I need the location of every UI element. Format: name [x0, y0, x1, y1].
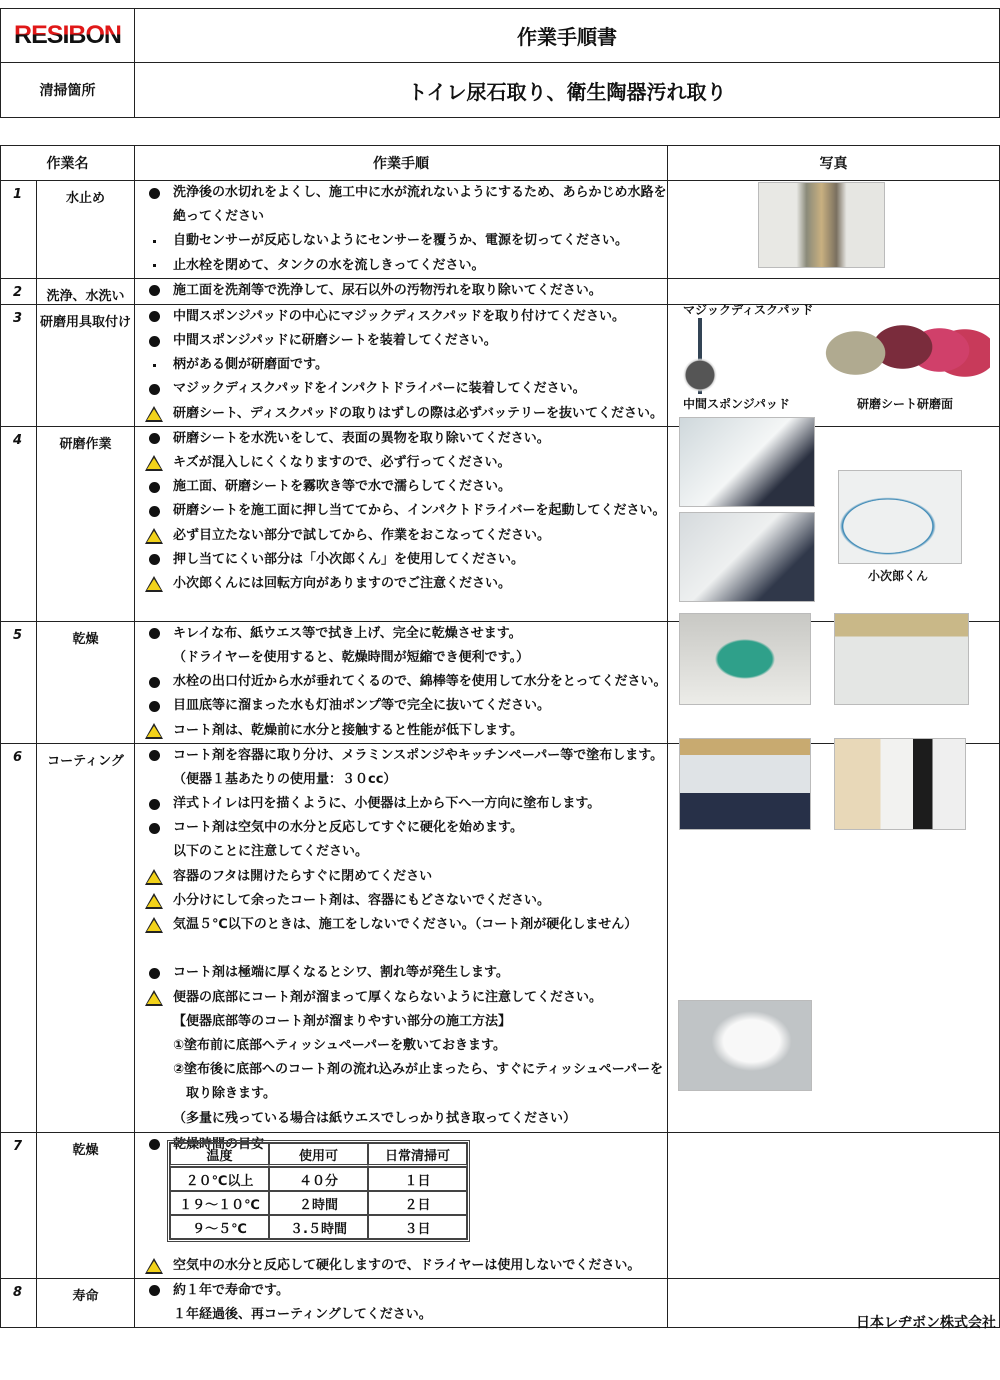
resibon-logo: RESIBON	[14, 21, 121, 49]
warning-icon	[139, 406, 169, 422]
instruction-text: 【便器底部等のコート剤が溜まりやすい部分の施工方法】	[173, 1013, 512, 1029]
instruction-line	[139, 865, 663, 889]
instruction-line	[139, 377, 663, 401]
small-dot-icon	[139, 240, 169, 243]
instruction-text: 便器の底部にコート剤が溜まって厚くならないように注意してください。	[173, 989, 603, 1005]
warning-icon	[139, 869, 169, 885]
instruction-line	[139, 768, 663, 792]
photo-cell	[668, 1132, 1000, 1278]
step-instructions	[135, 621, 668, 743]
instruction-line	[139, 181, 667, 205]
step-instructions	[135, 181, 668, 279]
photo-coating-2	[834, 738, 966, 830]
instruction-line	[139, 305, 663, 329]
instruction-text: （多量に残っている場合は紙ウエスでしっかり拭き取ってください）	[173, 1110, 577, 1126]
drying-table-row	[170, 1215, 467, 1239]
drying-table-row	[170, 1191, 467, 1215]
bullet-icon	[139, 188, 169, 199]
instruction-line	[139, 1303, 663, 1327]
drying-table-cell: １９～１０℃	[170, 1191, 269, 1215]
warning-icon	[139, 576, 169, 592]
photo-coating-1	[679, 738, 811, 830]
polishing-sheets-photo	[822, 320, 990, 380]
step-number: 4	[1, 426, 37, 621]
instruction-line	[139, 1082, 663, 1106]
step-row	[1, 278, 1000, 304]
step-number: 7	[1, 1132, 37, 1278]
small-dot-icon	[139, 264, 169, 267]
instruction-text: 以下のことに注意してください。	[173, 844, 369, 860]
instruction-line	[139, 427, 663, 451]
drying-table-cell: １日	[368, 1167, 467, 1191]
drying-table-cell: ３.５時間	[269, 1215, 368, 1239]
column-header-photo: 写真	[668, 146, 1000, 181]
instruction-text: 洋式トイレは円を描くように、小便器は上から下へ一方向に塗布します。	[173, 796, 601, 812]
instruction-line	[139, 451, 663, 475]
step-name: 研磨作業	[37, 426, 135, 621]
instruction-text: コート剤は極端に厚くなるとシワ、割れ等が発生します。	[173, 965, 509, 981]
warning-icon	[139, 528, 169, 544]
location-label: 清掃箇所	[1, 63, 135, 118]
instruction-line	[139, 1058, 663, 1082]
instruction-line	[139, 279, 663, 303]
instruction-text: 目皿底等に溜まった水も灯油ポンプ等で完全に抜いてください。	[173, 698, 551, 714]
document-title: 作業手順書	[135, 9, 1000, 63]
instruction-line	[139, 353, 663, 377]
instruction-line	[139, 816, 663, 840]
instruction-line	[139, 548, 663, 572]
instruction-text: 施工面を洗剤等で洗浄して、尿石以外の汚物汚れを取り除いてください。	[173, 282, 602, 298]
bullet-icon	[139, 799, 169, 810]
drying-table-cell: ２時間	[269, 1191, 368, 1215]
instruction-line	[139, 840, 663, 864]
instruction-text: 中間スポンジパッドの中心にマジックディスクパッドを取り付けてください。	[173, 308, 625, 324]
drying-table-cell: ３日	[368, 1215, 467, 1239]
instruction-text: 中間スポンジパッドに研磨シートを装着してください。	[173, 333, 497, 349]
instruction-text: 絶ってください	[173, 209, 265, 225]
instruction-line	[139, 499, 666, 523]
instruction-text: 研磨シートを水洗いをして、表面の異物を取り除いてください。	[173, 430, 550, 446]
bullet-icon	[139, 1285, 169, 1296]
step-number: 3	[1, 304, 37, 426]
bullet-icon	[139, 554, 169, 565]
step-name: 研磨用具取付け	[37, 304, 135, 426]
warning-icon	[139, 1258, 169, 1274]
drying-table-cell: 使用可	[269, 1143, 368, 1167]
step-number: 1	[1, 181, 37, 279]
instruction-text: 小次郎くんには回転方向がありますのでご注意ください。	[173, 575, 512, 591]
warning-icon	[139, 917, 169, 933]
step-number: 6	[1, 743, 37, 1132]
drill-pad-illustration	[680, 318, 720, 394]
bullet-icon	[139, 285, 169, 296]
step-name: 乾燥	[37, 1132, 135, 1278]
label-kojiro: 小次郎くん	[868, 569, 929, 583]
step-row	[1, 1132, 1000, 1278]
bullet-icon	[139, 433, 169, 444]
step-number: 8	[1, 1278, 37, 1327]
instruction-line	[139, 402, 663, 426]
instruction-text: ①塗布前に底部へティッシュペーパーを敷いておきます。	[173, 1037, 507, 1053]
step-instructions	[135, 304, 668, 426]
warning-icon	[139, 723, 169, 739]
photo-polishing-2	[679, 512, 815, 602]
warning-icon	[139, 455, 169, 471]
column-header-name: 作業名	[1, 146, 135, 181]
instruction-line	[139, 889, 663, 913]
instruction-line	[139, 694, 663, 718]
drying-table-cell: ９～５℃	[170, 1215, 269, 1239]
instruction-text: マジックディスクパッドをインパクトドライバーに装着してください。	[173, 381, 586, 397]
instruction-text: キズが混入しにくくなりますので、必ず行ってください。	[173, 454, 511, 470]
drying-table-header	[170, 1143, 467, 1167]
instruction-line	[139, 1034, 663, 1058]
instruction-line	[139, 744, 663, 768]
bullet-icon	[139, 311, 169, 322]
header-table	[0, 8, 1000, 118]
instruction-line	[139, 913, 663, 937]
instruction-text: 研磨シート、ディスクパッドの取りはずしの際は必ずバッテリーを抜いてください。	[173, 405, 663, 421]
instruction-line	[139, 572, 663, 596]
photo-tissue-bottom	[678, 1000, 812, 1091]
instruction-text: 柄がある側が研磨面です。	[173, 357, 328, 373]
location-value: トイレ尿石取り、衛生陶器汚れ取り	[135, 63, 1000, 118]
bullet-icon	[139, 384, 169, 395]
instruction-line	[139, 937, 663, 961]
step-number: 5	[1, 621, 37, 743]
drying-table-cell: ４０分	[269, 1167, 368, 1191]
bullet-icon	[139, 1139, 169, 1150]
logo-cell	[1, 9, 135, 63]
instruction-text: 容器のフタは開けたらすぐに閉めてください	[173, 868, 433, 884]
instruction-text: 押し当てにくい部分は「小次郎くん」を使用してください。	[173, 551, 525, 567]
instruction-line	[139, 1279, 663, 1303]
instruction-text: 気温５℃以下のときは、施工をしないでください。（コート剤が硬化しません）	[173, 917, 638, 933]
instruction-text: （ドライヤーを使用すると、乾燥時間が短縮でき便利です。）	[173, 649, 530, 665]
instruction-text: 空気中の水分と反応して硬化しますので、ドライヤーは使用しないでください。	[173, 1257, 641, 1273]
instruction-line	[139, 961, 663, 985]
instruction-text: 乾燥時間の目安	[173, 1136, 265, 1152]
instruction-text: 自動センサーが反応しないようにセンサーを覆うか、電源を切ってください。	[173, 233, 629, 249]
bullet-icon	[139, 628, 169, 639]
instruction-text: コート剤は空気中の水分と反応してすぐに硬化を始めます。	[173, 820, 523, 836]
bullet-icon	[139, 701, 169, 712]
instruction-line	[139, 1106, 663, 1130]
instruction-line	[139, 229, 663, 253]
warning-icon	[139, 893, 169, 909]
step-row	[1, 1278, 1000, 1327]
column-header-steps: 作業手順	[135, 146, 668, 181]
bullet-icon	[139, 823, 169, 834]
drying-time-table	[167, 1140, 470, 1242]
step-instructions	[135, 743, 668, 1132]
instruction-text: 取り除きます。	[173, 1086, 276, 1102]
instruction-line	[139, 986, 663, 1010]
instruction-line	[139, 670, 667, 694]
bullet-icon	[139, 506, 169, 517]
instruction-line	[139, 475, 663, 499]
step-name: コーティング	[37, 743, 135, 1132]
step-name: 寿命	[37, 1278, 135, 1327]
company-name: 日本レヂボン株式会社	[856, 1315, 996, 1331]
instruction-line	[139, 254, 663, 278]
instruction-line	[139, 792, 663, 816]
instruction-line	[139, 329, 663, 353]
instruction-text: 洗浄後の水切れをよくし、施工中に水が流れないようにするため、あらかじめ水路を	[173, 185, 667, 201]
instruction-text: 研磨シートを施工面に押し当ててから、インパクトドライバーを起動してください。	[173, 503, 666, 519]
photo-polishing-1	[679, 417, 815, 507]
instruction-text: キレイな布、紙ウエス等で拭き上げ、完全に乾燥させます。	[173, 625, 522, 641]
instruction-line	[139, 523, 663, 547]
bullet-icon	[139, 336, 169, 347]
instruction-text: コート剤は、乾燥前に水分と接触すると性能が低下します。	[173, 722, 523, 738]
step-name: 洗浄、水洗い	[37, 278, 135, 304]
instruction-text: 水栓の出口付近から水が垂れてくるので、綿棒等を使用して水分をとってください。	[173, 674, 667, 690]
drying-table-cell: ２日	[368, 1191, 467, 1215]
small-dot-icon	[139, 364, 169, 367]
instruction-text: 必ず目立たない部分で試してから、作業をおこなってください。	[173, 527, 551, 543]
photo-kojiro-tool	[838, 470, 962, 564]
instruction-line	[139, 205, 663, 229]
step-name: 乾燥	[37, 621, 135, 743]
bullet-icon	[139, 968, 169, 979]
drying-table-row	[170, 1167, 467, 1191]
instruction-text: ②塗布後に底部へのコート剤の流れ込みが止まったら、すぐにティッシュペーパーを	[173, 1062, 664, 1078]
instruction-line	[139, 1254, 663, 1278]
step-instructions	[135, 1278, 668, 1327]
photo-faucet-sensor	[758, 182, 885, 268]
photo-drying-2	[834, 613, 969, 705]
step-instructions	[135, 426, 668, 621]
label-magic-disc: マジックディスクパッド	[683, 303, 814, 317]
instruction-line	[139, 718, 663, 742]
bullet-icon	[139, 677, 169, 688]
drying-table-cell: 温度	[170, 1143, 269, 1167]
instruction-text: コート剤を容器に取り分け、メラミンスポンジやキッチンペーパー等で塗布します。	[173, 747, 664, 763]
step-instructions	[135, 278, 668, 304]
instruction-text: 止水栓を閉めて、タンクの水を流しきってください。	[173, 257, 485, 273]
step-name: 水止め	[37, 181, 135, 279]
step-number: 2	[1, 278, 37, 304]
photo-drying-1	[679, 613, 811, 705]
bullet-icon	[139, 482, 169, 493]
drying-table-cell: ２０℃以上	[170, 1167, 269, 1191]
instruction-line	[139, 1010, 663, 1034]
instruction-text: （便器１基あたりの使用量：３０cc）	[173, 771, 397, 787]
label-sponge-pad: 中間スポンジパッド	[683, 397, 790, 411]
instruction-text: 約１年で寿命です。	[173, 1282, 289, 1298]
instruction-line	[139, 622, 663, 646]
label-sheet-face: 研磨シート研磨面	[857, 397, 954, 411]
instruction-line	[139, 646, 663, 670]
drying-table-cell: 日常清掃可	[368, 1143, 467, 1167]
instruction-text: 小分けにして余ったコート剤は、容器にもどさないでください。	[173, 892, 551, 908]
bullet-icon	[139, 750, 169, 761]
instruction-text: １年経過後、再コーティングしてください。	[173, 1307, 432, 1323]
warning-icon	[139, 990, 169, 1006]
instruction-text: 施工面、研磨シートを霧吹き等で水で濡らしてください。	[173, 479, 512, 495]
